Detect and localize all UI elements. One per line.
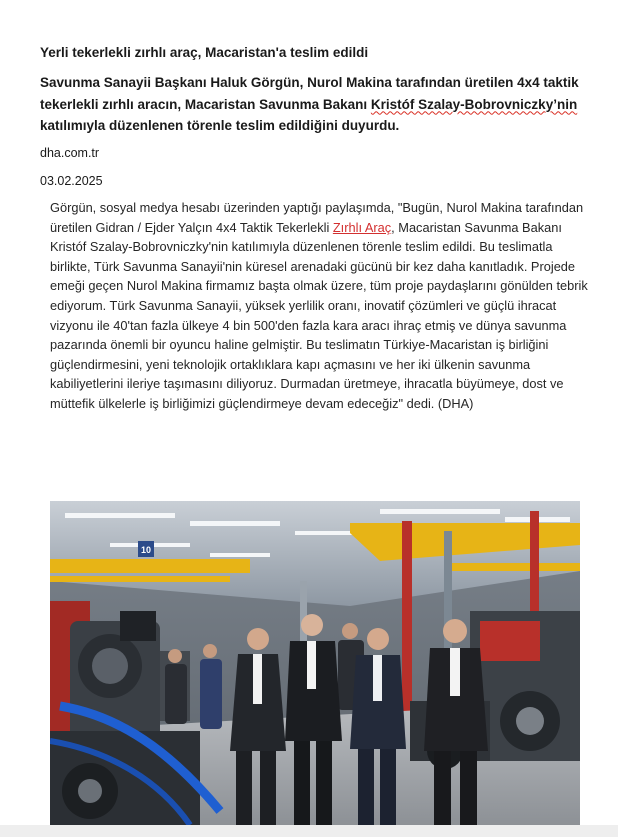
hall-sign: 10 <box>140 545 152 555</box>
article-lead <box>40 72 600 137</box>
ceremony-photo <box>50 501 580 825</box>
article-body <box>50 198 595 414</box>
article-source: dha.com.tr <box>40 146 100 160</box>
body-text-start: Görgün, sosyal medya hesabı üzerinden yaptığı paylaşımda, "Bugün, Nurol Makina tarafından üretilen Gidran / Ejder Yalçın 4x4 Taktik Tekerlekli <box>50 200 584 235</box>
article-date: 03.02.2025 <box>40 174 103 188</box>
article-title: Yerli tekerlekli zırhlı araç, Macaristan'a teslim edildi <box>40 45 369 60</box>
body-text-end: , Macaristan Savunma Bakanı Kristóf Szalay-Bobrovniczky'nin katılımıyla düzenlenen törenle teslim edildi. Bu teslimatla birlikte, Türk Savunma Sanayii'nin küresel arenadaki gücünü bir kez daha kanıtladık. Projede emeği geçen Nurol Makina firmamız başta olmak üzere, tüm proje paydaşlarını gönülden tebrik ediyorum. Türk Savunma Sanayii, yüksek yerlilik oranı, inovatif çözümleri ve güçlü ihracat vizyonu ile 40'tan fazla ülkeye 4 bin 500'den fazla kara aracı ihraç etmiş ve dünya savunma pazarında önemli bir oyuncu haline gelmiştir. Bu teslimatın Türkiye-Macaristan iş birliğini güçlendirmesini, yeni teknolojik ortaklıklara kapı açmasını ve her iki ülkenin savunma kabiliyetlerini ileriye taşımasını diliyoruz. Durmadan üretmeye, ihracatla büyümeye, dost ve müttefik ülkelerle iş birliğimizi güçlendirmeye devam edeceğiz" dedi. (DHA) <box>50 219 588 411</box>
armored-vehicle-link[interactable]: Zırhlı Araç <box>332 219 392 235</box>
lead-minister-name: Kristóf Szalay-Bobrovniczky’nin <box>370 96 578 112</box>
lead-text-end: katılımıyla düzenlenen törenle teslim edildiğini duyurdu. <box>40 118 400 133</box>
bottom-bar <box>0 825 618 837</box>
lead-text-start: Savunma Sanayii Başkanı Haluk Görgün, Nurol Makina tarafından üretilen 4x4 taktik tekerlekli zırhlı aracın, Macaristan Savunma Bakanı <box>40 75 579 112</box>
